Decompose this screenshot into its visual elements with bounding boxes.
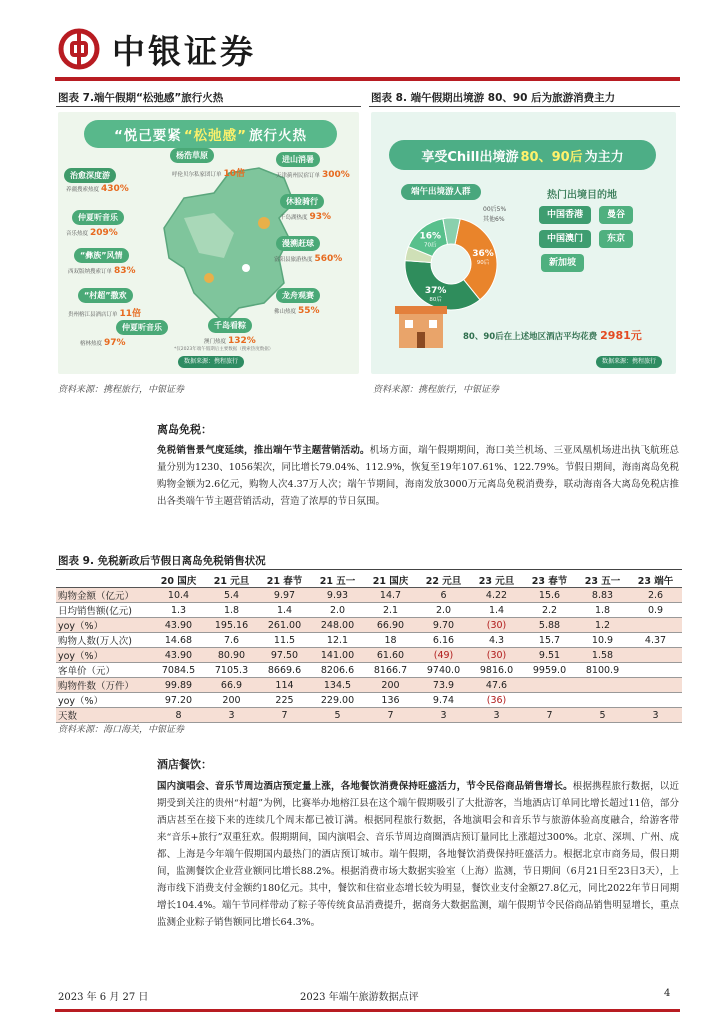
table-cell: 195.16 bbox=[205, 618, 258, 633]
pie-slice-value: 36% bbox=[472, 249, 494, 260]
table-cell: 14.7 bbox=[364, 588, 417, 603]
hotel-spend-line bbox=[463, 327, 642, 343]
table-cell bbox=[576, 693, 629, 708]
header-rule bbox=[55, 77, 680, 81]
table-cell: 1.4 bbox=[470, 603, 523, 618]
table-cell: 6.16 bbox=[417, 633, 470, 648]
table-cell: 8.83 bbox=[576, 588, 629, 603]
footer-rule bbox=[55, 1009, 680, 1012]
destination-singapore: 新加坡 bbox=[541, 254, 584, 272]
table-cell: 14.68 bbox=[152, 633, 205, 648]
bank-of-china-logo-icon bbox=[58, 28, 100, 70]
table-cell: 8166.7 bbox=[364, 663, 417, 678]
pie-legend-a: 00后5% bbox=[483, 206, 507, 213]
banner-text-pre: “悦己要紧 bbox=[113, 128, 182, 144]
pie-slice-value: 37% bbox=[424, 286, 447, 297]
figure-8-rule bbox=[369, 106, 680, 107]
tag-cycling: 休验骑行 bbox=[280, 194, 324, 209]
table-cell: 200 bbox=[205, 693, 258, 708]
figure-9-title: 图表 9. 免税新政后节假日离岛免税销售状况 bbox=[58, 555, 266, 567]
table-cell: 3 bbox=[417, 708, 470, 723]
table-cell: 11.5 bbox=[258, 633, 311, 648]
table-cell: 134.5 bbox=[311, 678, 364, 693]
footer-doc-title: 2023 年端午旅游数据点评 bbox=[300, 992, 419, 1003]
tag-island-zongzi: 千岛看粽 bbox=[208, 318, 252, 333]
figure-7-source: 资料来源：携程旅行，中银证券 bbox=[58, 385, 185, 395]
table-cell: 1.2 bbox=[576, 618, 629, 633]
destination-hong-kong: 中国香港 bbox=[539, 206, 591, 224]
stat-summer-music-2: 榕林热度 97% bbox=[80, 338, 126, 348]
figure-8-data-source-badge: 数据来源：携程旅行 bbox=[596, 356, 662, 368]
table-header-cell: 20 国庆 bbox=[152, 573, 205, 588]
table-cell bbox=[629, 618, 682, 633]
table-row-label: 购物金额（亿元） bbox=[56, 588, 152, 603]
table-cell: 97.50 bbox=[258, 648, 311, 663]
figure-7-data-source-badge: 数据来源：携程旅行 bbox=[178, 356, 244, 368]
brand-logo bbox=[58, 26, 256, 72]
table-row-label: yoy（%） bbox=[56, 618, 152, 633]
banner-highlight: 80、90后 bbox=[520, 149, 583, 165]
table-cell: 141.00 bbox=[311, 648, 364, 663]
table-cell: 1.8 bbox=[205, 603, 258, 618]
footer-page-number: 4 bbox=[664, 988, 671, 999]
age-pie-chart bbox=[403, 216, 499, 312]
tag-yi-culture: “彝族”风情 bbox=[74, 248, 129, 263]
tag-village-super-league: “村超”撒欢 bbox=[78, 288, 133, 303]
table-cell: 61.60 bbox=[364, 648, 417, 663]
banner-text-post: 为主力 bbox=[584, 149, 624, 165]
destination-tokyo: 东京 bbox=[599, 230, 633, 248]
pie-slice-label: 70后 bbox=[424, 242, 437, 249]
table-row-label: 日均销售额(亿元) bbox=[56, 603, 152, 618]
table-cell: 9.97 bbox=[258, 588, 311, 603]
table-cell: 5 bbox=[311, 708, 364, 723]
tag-grassland: 杨浩草原 bbox=[170, 148, 214, 163]
table-cell: 66.9 bbox=[205, 678, 258, 693]
pie-slice-value: 16% bbox=[419, 231, 442, 242]
table-cell bbox=[629, 648, 682, 663]
table-cell: 2.0 bbox=[417, 603, 470, 618]
table-row-label: 天数 bbox=[56, 708, 152, 723]
table-cell: 80.90 bbox=[205, 648, 258, 663]
table-body bbox=[56, 588, 682, 723]
table-cell: 7 bbox=[364, 708, 417, 723]
tag-healing-trip: 治愈深度游 bbox=[64, 168, 116, 183]
table-row-label: 客单价（元） bbox=[56, 663, 152, 678]
figure-7-banner bbox=[84, 120, 337, 148]
destination-macau: 中国澳门 bbox=[539, 230, 591, 248]
table-cell bbox=[629, 663, 682, 678]
table-cell: 7.6 bbox=[205, 633, 258, 648]
section-hotel-paragraph bbox=[157, 778, 679, 931]
stat-summer-music: 音乐热度 209% bbox=[66, 228, 118, 238]
stat-village-super-league: 贵州榕江县酒店订单 11倍 bbox=[68, 309, 142, 319]
table-cell: (30) bbox=[470, 648, 523, 663]
table-row bbox=[56, 618, 682, 633]
table-cell: 15.7 bbox=[523, 633, 576, 648]
table-cell: 9.51 bbox=[523, 648, 576, 663]
figure-7-rule bbox=[56, 106, 361, 107]
table-cell: 3 bbox=[629, 708, 682, 723]
banner-text-pre: 享受Chill出境游 bbox=[421, 149, 519, 165]
duty-free-sales-table bbox=[56, 573, 682, 723]
stat-dragon-boat: 佛山热度 55% bbox=[274, 306, 320, 316]
table-cell: 47.6 bbox=[470, 678, 523, 693]
table-cell: 229.00 bbox=[311, 693, 364, 708]
table-cell: 3 bbox=[470, 708, 523, 723]
table-row bbox=[56, 588, 682, 603]
table-cell: 6 bbox=[417, 588, 470, 603]
table-cell: 10.9 bbox=[576, 633, 629, 648]
table-cell: 8100.9 bbox=[576, 663, 629, 678]
table-cell: 5.88 bbox=[523, 618, 576, 633]
figure-9-source: 资料来源：海口海关，中银证券 bbox=[58, 725, 185, 735]
hotel-spend-value: 2981元 bbox=[600, 329, 642, 342]
table-cell: 225 bbox=[258, 693, 311, 708]
table-cell bbox=[523, 693, 576, 708]
brand-name: 中银证券 bbox=[112, 31, 256, 71]
table-header-cell: 21 元旦 bbox=[205, 573, 258, 588]
pie-slice-label: 90后 bbox=[476, 260, 490, 267]
stat-island-zongzi: 澳门热度 132% bbox=[204, 336, 256, 346]
stat-ball-game: 富阳县旅游热度 560% bbox=[274, 254, 343, 264]
table-cell: 136 bbox=[364, 693, 417, 708]
table-cell: 43.90 bbox=[152, 618, 205, 633]
stat-healing-trip: 养疆搜索热度 430% bbox=[66, 184, 129, 194]
table-cell: 99.89 bbox=[152, 678, 205, 693]
table-cell: 9816.0 bbox=[470, 663, 523, 678]
table-cell: 8206.6 bbox=[311, 663, 364, 678]
pie-slice-label: 80后 bbox=[429, 297, 442, 304]
figure-7-note: *仅2023年端午假期后主要数据（搜索热度数据） bbox=[174, 347, 274, 352]
table-cell: 15.6 bbox=[523, 588, 576, 603]
table-cell: 12.1 bbox=[311, 633, 364, 648]
section-duty-free-lead: 免税销售景气度延续，推出端午节主题营销活动。 bbox=[157, 445, 370, 456]
table-cell: 5.4 bbox=[205, 588, 258, 603]
table-header-blank bbox=[56, 573, 152, 588]
table-cell: 1.8 bbox=[576, 603, 629, 618]
figure-7-title: 图表 7.端午假期“松弛感”旅行火热 bbox=[58, 92, 224, 104]
table-cell: 4.37 bbox=[629, 633, 682, 648]
figure-7-infographic bbox=[58, 112, 359, 374]
hotel-building-icon bbox=[391, 302, 451, 352]
section-duty-free-body: 机场方面，端午假期期间，海口美兰机场、三亚凤凰机场进出执飞航班总量分别为1230、1056架次，同比增长79.04%、112.9%，恢复至19年107.61%、122.79%。节假日期间，海南离岛免税购物金额为2.6亿元，购物人次4.37万人次；端午节期间，海南发放3000万元离岛免税消费券，联动海南各大离岛免税店推出各类端午节主题营销活动，营造了浓厚的节日氛围。 bbox=[157, 445, 679, 507]
table-row-label: 购物件数（万件） bbox=[56, 678, 152, 693]
section-hotel-lead: 国内演唱会、音乐节周边酒店预定量上涨，各地餐饮消费保持旺盛活力，节令民俗商品销售增长。 bbox=[157, 781, 573, 792]
table-cell: 1.58 bbox=[576, 648, 629, 663]
table-row bbox=[56, 633, 682, 648]
banner-highlight: “松弛感” bbox=[183, 128, 248, 144]
table-cell: (30) bbox=[470, 618, 523, 633]
table-header-cell: 21 春节 bbox=[258, 573, 311, 588]
pie-legend-b: 其他6% bbox=[483, 216, 505, 223]
table-cell: 200 bbox=[364, 678, 417, 693]
table-cell bbox=[629, 693, 682, 708]
section-hotel-body: 根据携程旅行数据，以近期受到关注的贵州“村超”为例，比赛举办地榕江县在这个端午假期吸引了大批游客，当地酒店订单同比增长超过11倍，部分酒店甚至在接下来的连续几个周末都已被订满。根据同程旅行数据，各地演唱会和音乐节与旅游体验高度融合，给游客带来“音乐+旅行”双重狂欢。假期期间，国内演唱会、音乐节周边商圈酒店预订量同比上涨超过300%。北京、深圳、广州、成都、上海是今年端午假期国内最热门的酒店预订城市。端午假期，各地餐饮消费保持旺盛活力。根据北京市商务局，假日期间，监测餐饮企业营业额同比增长88.2%。根据消费市场大数据实验室（上海）监测，节日期间（6月21日至23日3天），上海市线下消费支付金额约180亿元。其中，餐饮和住宿业态增长较为明显，餐饮业支付金额27.8亿元，同比2022年节日同期增长104.4%。端午节同样带动了粽子等传统食品消费提升，据商务大数据监测，端午假期节令民俗商品销售明显增长，重点监测企业粽子销售额同比增长64.3%。 bbox=[157, 781, 679, 928]
table-row-label: 购物人数(万人次) bbox=[56, 633, 152, 648]
table-cell: 2.6 bbox=[629, 588, 682, 603]
destinations-title: 热门出境目的地 bbox=[547, 190, 617, 201]
table-cell: 9.93 bbox=[311, 588, 364, 603]
table-cell: 97.20 bbox=[152, 693, 205, 708]
table-cell: 9740.0 bbox=[417, 663, 470, 678]
table-row-label: yoy（%） bbox=[56, 648, 152, 663]
table-cell: 9.74 bbox=[417, 693, 470, 708]
table-cell: 2.1 bbox=[364, 603, 417, 618]
table-cell: 1.4 bbox=[258, 603, 311, 618]
tag-dragon-boat: 龙舟观赛 bbox=[276, 288, 320, 303]
table-cell bbox=[576, 678, 629, 693]
table-header-cell: 22 元旦 bbox=[417, 573, 470, 588]
hotel-spend-text: 80、90后在上述地区酒店平均花费 bbox=[463, 332, 598, 342]
table-cell: 7105.3 bbox=[205, 663, 258, 678]
table-cell: 261.00 bbox=[258, 618, 311, 633]
figure-8-banner bbox=[389, 140, 656, 170]
table-cell: 7084.5 bbox=[152, 663, 205, 678]
table-row-label: yoy（%） bbox=[56, 693, 152, 708]
table-cell bbox=[523, 678, 576, 693]
table-cell: 7 bbox=[523, 708, 576, 723]
table-cell: 5 bbox=[576, 708, 629, 723]
stat-cycling: 千岛湖热度 93% bbox=[280, 212, 332, 222]
section-duty-free-heading: 离岛免税： bbox=[157, 423, 212, 436]
tag-ball-game: 漫溯赶球 bbox=[276, 236, 320, 251]
table-header-cell: 23 五一 bbox=[576, 573, 629, 588]
table-cell: 114 bbox=[258, 678, 311, 693]
table-cell bbox=[629, 678, 682, 693]
figure-8-source: 资料来源：携程旅行，中银证券 bbox=[373, 385, 500, 395]
figure-8-infographic bbox=[371, 112, 676, 374]
table-cell: 8 bbox=[152, 708, 205, 723]
pie-label: 端午出境游人群 bbox=[401, 184, 481, 200]
table-row bbox=[56, 648, 682, 663]
table-row bbox=[56, 708, 682, 723]
table-cell: 10.4 bbox=[152, 588, 205, 603]
table-cell: 43.90 bbox=[152, 648, 205, 663]
section-hotel-heading: 酒店餐饮： bbox=[157, 758, 212, 771]
table-cell: 73.9 bbox=[417, 678, 470, 693]
tag-summer-music-2: 仲夏听音乐 bbox=[116, 320, 168, 335]
table-cell: 1.3 bbox=[152, 603, 205, 618]
table-header-cell: 23 春节 bbox=[523, 573, 576, 588]
table-header-cell: 21 国庆 bbox=[364, 573, 417, 588]
table-cell: 9959.0 bbox=[523, 663, 576, 678]
table-cell: 3 bbox=[205, 708, 258, 723]
table-header-cell: 23 端午 bbox=[629, 573, 682, 588]
table-row bbox=[56, 693, 682, 708]
tag-mountain-escape: 进山消暑 bbox=[276, 152, 320, 167]
table-cell: 2.0 bbox=[311, 603, 364, 618]
figure-8-title: 图表 8. 端午假期出境游 80、90 后为旅游消费主力 bbox=[371, 92, 616, 104]
table-cell: 4.22 bbox=[470, 588, 523, 603]
destination-bangkok: 曼谷 bbox=[599, 206, 633, 224]
footer-date: 2023 年 6 月 27 日 bbox=[58, 992, 149, 1003]
stat-mountain-escape: 天津蓟州民宿订单 300% bbox=[276, 170, 350, 180]
tag-summer-music: 仲夏听音乐 bbox=[72, 210, 124, 225]
table-cell: (49) bbox=[417, 648, 470, 663]
table-row bbox=[56, 663, 682, 678]
table-row bbox=[56, 603, 682, 618]
stat-yi-culture: 西双版纳搜索订单 83% bbox=[68, 266, 136, 276]
table-cell: 2.2 bbox=[523, 603, 576, 618]
table-cell: 8669.6 bbox=[258, 663, 311, 678]
table-row bbox=[56, 678, 682, 693]
table-header-cell: 23 元旦 bbox=[470, 573, 523, 588]
table-header-cell: 21 五一 bbox=[311, 573, 364, 588]
table-cell: 9.70 bbox=[417, 618, 470, 633]
figure-9-rule bbox=[56, 569, 682, 570]
table-header-row bbox=[56, 573, 682, 588]
table-cell: 18 bbox=[364, 633, 417, 648]
table-cell: 66.90 bbox=[364, 618, 417, 633]
stat-grassland: 呼伦贝尔私家团订单 10倍 bbox=[172, 169, 246, 179]
table-cell: 0.9 bbox=[629, 603, 682, 618]
banner-text-post: 旅行火热 bbox=[249, 128, 308, 144]
table-cell: 4.3 bbox=[470, 633, 523, 648]
table-cell: (36) bbox=[470, 693, 523, 708]
section-duty-free-paragraph bbox=[157, 442, 679, 510]
table-cell: 248.00 bbox=[311, 618, 364, 633]
table-cell: 7 bbox=[258, 708, 311, 723]
